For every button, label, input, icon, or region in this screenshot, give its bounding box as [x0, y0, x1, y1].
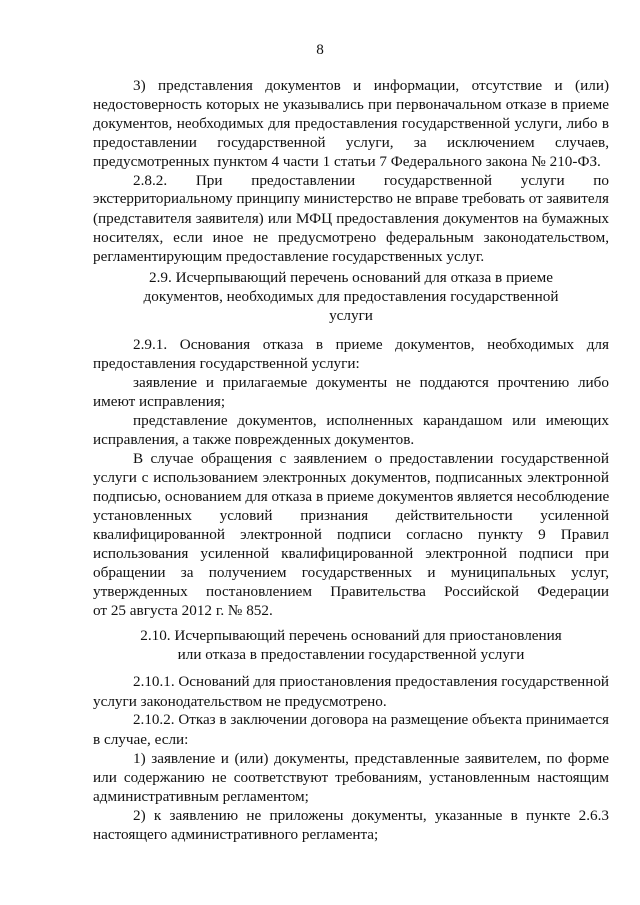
- paragraph-line: предусмотренных пунктом 4 части 1 статьи 7 Федерального закона № 210-ФЗ.: [93, 153, 601, 170]
- section-heading-line: или отказа в предоставлении государственной услуги: [177, 646, 525, 663]
- paragraph-line: настоящего административного регламента;: [93, 826, 379, 843]
- section-heading-line: документов, необходимых для предоставления государственной: [143, 288, 559, 305]
- section-heading-line: 2.9. Исчерпывающий перечень оснований для отказа в приеме: [149, 269, 553, 286]
- paragraph-line: представление документов, исполненных карандашом или имеющих: [133, 412, 609, 429]
- paragraph-line: обращении за получением государственных и муниципальных услуг,: [93, 564, 609, 581]
- page-number: 8: [316, 41, 324, 58]
- paragraph-line: 2.10.1. Оснований для приостановления предоставления государственной: [133, 674, 610, 690]
- paragraph-line: 2.9.1. Основания отказа в приеме документов, необходимых для: [133, 336, 609, 353]
- paragraph-line: заявление и прилагаемые документы не поддаются прочтению либо: [133, 374, 609, 391]
- paragraph-line: предоставления государственной услуги:: [93, 355, 360, 372]
- paragraph-line: или содержанию не соответствуют требованиям, установленным настоящим: [93, 769, 609, 786]
- paragraph-line: использования усиленной квалифицированной электронной подписи при: [93, 545, 609, 562]
- paragraph-line: 1) заявление и (или) документы, представленные заявителем, по форме: [133, 750, 609, 767]
- paragraph-line: услуги законодательством не предусмотрено.: [93, 693, 387, 710]
- paragraph-line: услуги с использованием электронных документов, подписанных электронной: [93, 469, 609, 486]
- paragraph-line: квалифицированной электронной подписи согласно пункту 9 Правил: [93, 526, 609, 543]
- paragraph-line: 2.8.2. При предоставлении государственной услуги по: [133, 172, 609, 189]
- paragraph-line: экстерриториальному принципу министерство не вправе требовать от заявителя: [93, 191, 609, 207]
- paragraph-line: носителях, если иное не предусмотрено федеральным законодательством,: [93, 229, 609, 246]
- paragraph-line: 2) к заявлению не приложены документы, указанные в пункте 2.6.3: [133, 807, 609, 824]
- paragraph-line: 3) представления документов и информации, отсутствие и (или): [133, 77, 609, 94]
- paragraph-line: установленных условий признания действительности усиленной: [93, 507, 609, 524]
- paragraph-line: 2.10.2. Отказ в заключении договора на размещение объекта принимается: [133, 712, 609, 728]
- paragraph-line: недостоверность которых не указывались при первоначальном отказе в приеме: [93, 96, 609, 113]
- paragraph-line: исправления, а также поврежденных документов.: [93, 431, 415, 448]
- paragraph-line: В случае обращения с заявлением о предоставлении государственной: [133, 450, 609, 467]
- paragraph-line: предоставлении государственной услуги, за исключением случаев,: [93, 134, 609, 151]
- paragraph-line: от 25 августа 2012 г. № 852.: [93, 602, 273, 619]
- paragraph-line: (представителя заявителя) или МФЦ предоставления документов на бумажных: [93, 210, 609, 227]
- section-heading-line: услуги: [329, 307, 373, 324]
- paragraph-line: административным регламентом;: [93, 788, 309, 805]
- paragraph-line: утвержденных постановлением Правительства Российской Федерации: [93, 583, 609, 600]
- paragraph-line: регламентирующим предоставление государственных услуг.: [93, 248, 485, 265]
- paragraph-line: имеют исправления;: [93, 393, 226, 410]
- section-heading-line: 2.10. Исчерпывающий перечень оснований для приостановления: [140, 627, 562, 644]
- paragraph-line: документов, необходимых для предоставления государственной услуги, либо в: [93, 115, 609, 132]
- paragraph-line: в случае, если:: [93, 731, 189, 748]
- paragraph-line: подписью, основанием для отказа в приеме документов является несоблюдение: [93, 488, 610, 505]
